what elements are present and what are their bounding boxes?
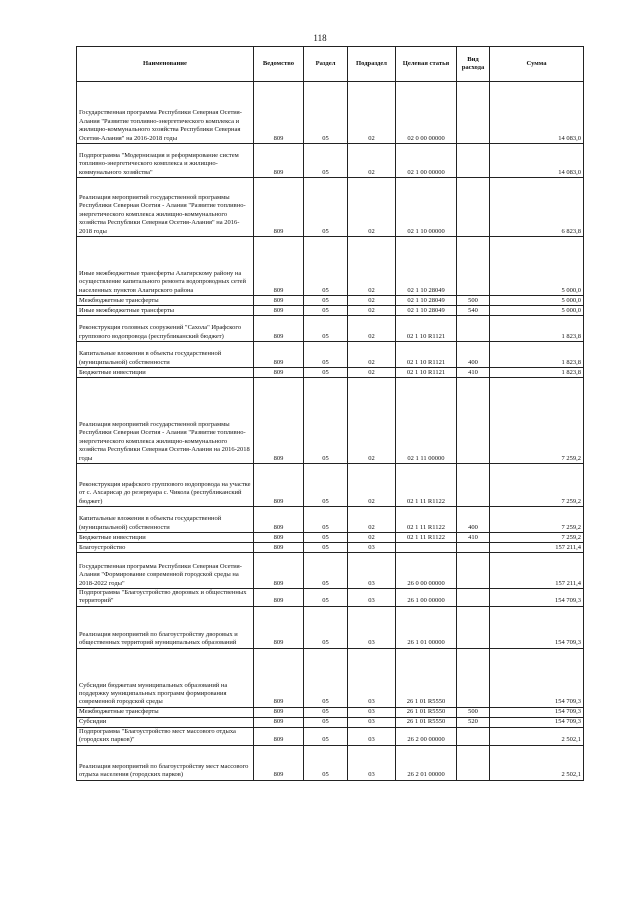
row-amount: 5 000,0 [490,306,584,316]
row-subsection: 02 [348,464,396,507]
row-amount: 154 709,3 [490,606,584,648]
column-header-expense-type: Вид расхода [457,47,490,82]
row-department: 809 [254,543,304,553]
row-expense-type: 410 [457,368,490,378]
row-name: Бюджетные инвестиции [77,533,254,543]
row-subsection: 03 [348,727,396,745]
table-row [77,144,584,178]
row-subsection: 03 [348,589,396,607]
row-name: Межбюджетные трансферты [77,707,254,717]
column-header-subsection: Подраздел [348,47,396,82]
row-department: 809 [254,717,304,727]
row-expense-type [457,237,490,296]
row-expense-type: 400 [457,342,490,368]
row-expense-type [457,464,490,507]
row-name: Субсидии [77,717,254,727]
row-subsection: 02 [348,368,396,378]
row-amount: 2 502,1 [490,745,584,780]
row-target-article: 26 1 01 R5550 [396,717,457,727]
column-header-section: Раздел [304,47,348,82]
row-department: 809 [254,464,304,507]
row-department: 809 [254,237,304,296]
row-amount: 1 823,8 [490,368,584,378]
table-row [77,648,584,707]
row-name: Государственная программа Республики Северная Осетия-Алания "Развитие топливно-энергетического комплекса и жилищно-коммунального хозяйства Республики Северная Осетия-Алания" на 2016-2018 годы [77,82,254,144]
row-target-article: 02 1 10 R1121 [396,316,457,342]
table-header-row [77,47,584,82]
table-row [77,178,584,237]
row-amount: 157 211,4 [490,553,584,589]
table-row [77,606,584,648]
row-amount: 7 259,2 [490,507,584,533]
row-section: 05 [304,717,348,727]
row-amount: 7 259,2 [490,378,584,464]
row-department: 809 [254,82,304,144]
row-section: 05 [304,543,348,553]
row-name: Подпрограмма "Благоустройство мест массового отдыха (городских парков)" [77,727,254,745]
row-name: Бюджетные инвестиции [77,368,254,378]
row-target-article: 02 1 00 00000 [396,144,457,178]
row-expense-type: 410 [457,533,490,543]
row-amount: 154 709,3 [490,648,584,707]
table-row [77,296,584,306]
row-expense-type: 520 [457,717,490,727]
table-row [77,717,584,727]
row-section: 05 [304,648,348,707]
row-name: Подпрограмма "Благоустройство дворовых и общественных территорий" [77,589,254,607]
row-subsection: 02 [348,296,396,306]
table-row [77,507,584,533]
row-target-article: 02 1 10 28049 [396,306,457,316]
row-expense-type: 540 [457,306,490,316]
row-target-article: 02 1 10 28049 [396,296,457,306]
row-expense-type [457,378,490,464]
row-name: Реализация мероприятий государственной программы Республики Северная Осетия - Алания "Развитие топливно-энергетического комплекса жилищно-коммунального хозяйства Республики Северная Осетия-Алания" на 2016-2018 годы [77,178,254,237]
row-target-article: 02 0 00 00000 [396,82,457,144]
column-header-name: Наименование [77,47,254,82]
row-target-article: 02 1 10 00000 [396,178,457,237]
table-row [77,316,584,342]
row-section: 05 [304,178,348,237]
row-amount: 154 709,3 [490,589,584,607]
row-section: 05 [304,144,348,178]
table-row [77,727,584,745]
row-expense-type [457,589,490,607]
table-row [77,745,584,780]
row-section: 05 [304,745,348,780]
row-section: 05 [304,237,348,296]
row-subsection: 02 [348,378,396,464]
row-target-article: 02 1 10 R1121 [396,342,457,368]
row-department: 809 [254,316,304,342]
row-subsection: 02 [348,178,396,237]
row-section: 05 [304,82,348,144]
row-target-article: 02 1 10 R1121 [396,368,457,378]
row-subsection: 03 [348,553,396,589]
row-target-article: 26 2 01 00000 [396,745,457,780]
row-target-article: 26 1 01 R5550 [396,707,457,717]
table-row [77,543,584,553]
row-name: Капитальные вложения в объекты государственной (муниципальной) собственности [77,507,254,533]
row-name: Реализация мероприятий по благоустройству мест массового отдыха населения (городских парков) [77,745,254,780]
row-expense-type [457,727,490,745]
row-target-article: 02 1 11 R1122 [396,507,457,533]
row-department: 809 [254,707,304,717]
table-row [77,342,584,368]
row-section: 05 [304,553,348,589]
row-department: 809 [254,368,304,378]
row-name: Благоустройство [77,543,254,553]
row-expense-type [457,178,490,237]
row-amount: 154 709,3 [490,717,584,727]
row-subsection: 02 [348,533,396,543]
row-target-article: 02 1 11 R1122 [396,464,457,507]
row-name: Иные межбюджетные трансферты [77,306,254,316]
row-department: 809 [254,606,304,648]
row-department: 809 [254,533,304,543]
row-section: 05 [304,368,348,378]
row-section: 05 [304,606,348,648]
row-subsection: 02 [348,507,396,533]
row-expense-type: 500 [457,707,490,717]
row-section: 05 [304,306,348,316]
row-subsection: 03 [348,543,396,553]
table-row [77,707,584,717]
row-amount: 157 211,4 [490,543,584,553]
row-subsection: 03 [348,606,396,648]
row-target-article: 26 0 00 00000 [396,553,457,589]
row-amount: 14 083,0 [490,144,584,178]
row-department: 809 [254,296,304,306]
row-department: 809 [254,342,304,368]
row-section: 05 [304,707,348,717]
row-expense-type [457,606,490,648]
row-target-article: 02 1 11 R1122 [396,533,457,543]
row-name: Субсидии бюджетам муниципальных образований на поддержку муниципальных программ формирования современной городской среды [77,648,254,707]
row-subsection: 02 [348,342,396,368]
table-row [77,82,584,144]
table-row [77,464,584,507]
row-name: Капитальные вложения в объекты государственной (муниципальной) собственности [77,342,254,368]
column-header-amount: Сумма [490,47,584,82]
row-target-article: 26 2 00 00000 [396,727,457,745]
row-section: 05 [304,342,348,368]
row-expense-type: 500 [457,296,490,306]
row-amount: 6 823,8 [490,178,584,237]
row-department: 809 [254,745,304,780]
row-department: 809 [254,306,304,316]
row-amount: 1 823,8 [490,316,584,342]
row-target-article: 26 1 00 00000 [396,589,457,607]
table-row [77,533,584,543]
row-subsection: 03 [348,707,396,717]
table-row [77,368,584,378]
row-name: Подпрограмма "Модернизация и реформирование систем топливно-энергетического комплекса и жилищно-коммунального хозяйства" [77,144,254,178]
row-expense-type [457,745,490,780]
row-target-article: 02 1 11 00000 [396,378,457,464]
row-name: Реконструкция ирафского группового водопровода на участке от с. Ахсарисар до резервуара с. Чикола (республиканский бюджет) [77,464,254,507]
row-section: 05 [304,296,348,306]
row-expense-type: 400 [457,507,490,533]
row-section: 05 [304,316,348,342]
row-subsection: 02 [348,82,396,144]
column-header-department: Ведомство [254,47,304,82]
row-department: 809 [254,178,304,237]
row-target-article [396,543,457,553]
row-expense-type [457,553,490,589]
row-target-article: 02 1 10 28049 [396,237,457,296]
table-row [77,378,584,464]
row-subsection: 02 [348,316,396,342]
table-row [77,589,584,607]
row-department: 809 [254,727,304,745]
row-department: 809 [254,144,304,178]
row-section: 05 [304,727,348,745]
row-name: Реконструкция головных сооружений "Сахола" Ирафского группового водопровода (республиканский бюджет) [77,316,254,342]
row-target-article: 26 1 01 R5550 [396,648,457,707]
row-subsection: 02 [348,144,396,178]
row-expense-type [457,82,490,144]
row-name: Реализация мероприятий по благоустройству дворовых и общественных территорий муниципальных образований [77,606,254,648]
row-target-article: 26 1 01 00000 [396,606,457,648]
row-name: Реализация мероприятий государственной программы Республики Северная Осетия - Алания "Развитие топливно-энергетического комплекса жилищно-коммунального хозяйства Республики Северная Осетия-Алания на 2016-2018 годы [77,378,254,464]
row-subsection: 03 [348,745,396,780]
budget-table [76,46,584,781]
row-section: 05 [304,464,348,507]
row-amount: 2 502,1 [490,727,584,745]
table-row [77,237,584,296]
row-subsection: 03 [348,648,396,707]
row-expense-type [457,648,490,707]
row-department: 809 [254,648,304,707]
row-expense-type [457,316,490,342]
column-header-target-article: Целевая статья [396,47,457,82]
row-expense-type [457,543,490,553]
row-amount: 5 000,0 [490,237,584,296]
row-amount: 154 709,3 [490,707,584,717]
row-name: Межбюджетные трансферты [77,296,254,306]
table-row [77,553,584,589]
row-amount: 7 259,2 [490,533,584,543]
row-name: Иные межбюджетные трансферты Алагирскому району на осуществление капитального ремонта водопроводных сетей населенных пунктов Алагирского района [77,237,254,296]
row-department: 809 [254,553,304,589]
page-number: 118 [313,33,327,43]
table-row [77,306,584,316]
row-amount: 14 083,0 [490,82,584,144]
row-department: 809 [254,507,304,533]
row-subsection: 02 [348,237,396,296]
row-department: 809 [254,589,304,607]
row-section: 05 [304,378,348,464]
row-subsection: 02 [348,306,396,316]
row-name: Государственная программа Республики Северная Осетия-Алания "Формирование современной городской среды на 2018-2022 годы" [77,553,254,589]
row-department: 809 [254,378,304,464]
row-amount: 5 000,0 [490,296,584,306]
row-section: 05 [304,507,348,533]
row-expense-type [457,144,490,178]
row-section: 05 [304,533,348,543]
row-amount: 1 823,8 [490,342,584,368]
row-amount: 7 259,2 [490,464,584,507]
row-subsection: 03 [348,717,396,727]
row-section: 05 [304,589,348,607]
